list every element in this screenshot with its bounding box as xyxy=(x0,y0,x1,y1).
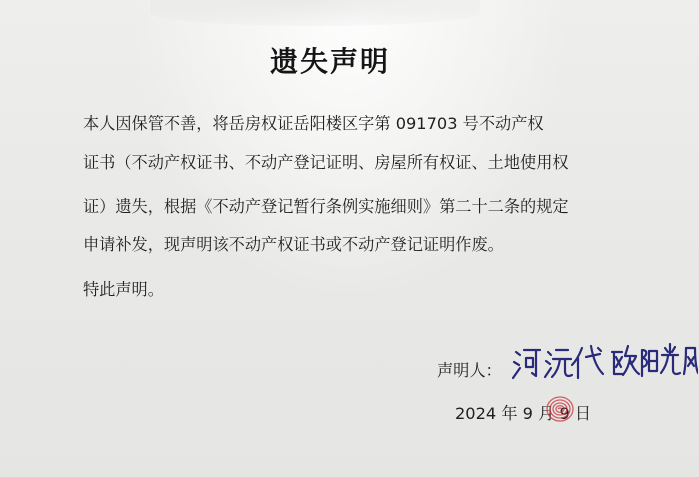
handwritten-signature xyxy=(508,330,698,390)
signer-label: 声明人： xyxy=(437,361,502,380)
paragraph-line-3: 证）遗失，根据《不动产登记暂行条例实施细则》第二十二条的规定 xyxy=(83,197,569,216)
paper-fold-shadow xyxy=(150,0,480,26)
closing-statement: 特此声明。 xyxy=(83,280,164,299)
paragraph-line-1: 本人因保管不善，将岳房权证岳阳楼区字第 091703 号不动产权 xyxy=(83,114,544,133)
paragraph-line-4: 申请补发，现声明该不动产权证书或不动产登记证明作废。 xyxy=(83,235,504,254)
declaration-date: 2024 年 9 月 9 日 xyxy=(455,404,592,423)
fingerprint-mark xyxy=(543,393,577,425)
document-title: 遗失声明 xyxy=(269,45,390,78)
paragraph-line-2: 证书（不动产权证书、不动产登记证明、房屋所有权证、土地使用权 xyxy=(83,153,569,172)
